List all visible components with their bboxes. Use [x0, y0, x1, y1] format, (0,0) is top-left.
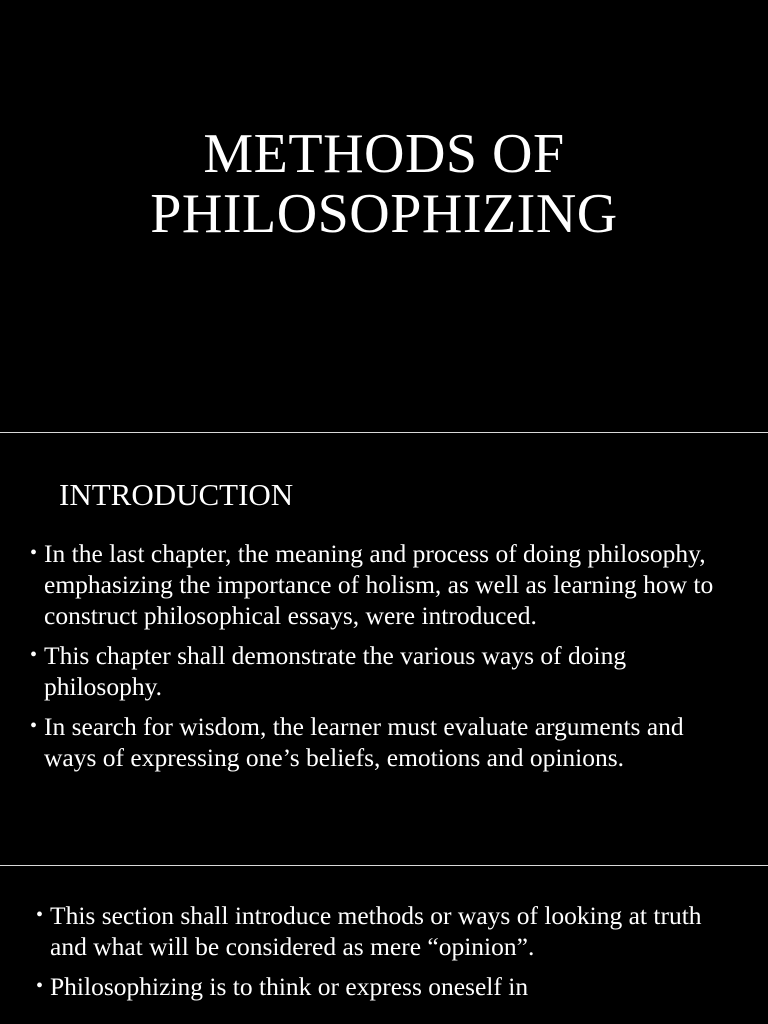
bullet-list: [36, 900, 726, 1011]
bullet-text: This chapter shall demonstrate the various ways of doing philosophy.: [44, 641, 627, 701]
bullet-item: [30, 538, 720, 631]
bullet-list: [30, 538, 720, 782]
bullet-text: In search for wisdom, the learner must evaluate arguments and ways of expressing one’s beliefs, emotions and opinions.: [44, 712, 684, 772]
bullet-text: In the last chapter, the meaning and process of doing philosophy, emphasizing the importance of holism, as well as learning how to construct philosophical essays, were introduced.: [44, 539, 714, 630]
title-line-1: METHODS OF: [203, 123, 565, 185]
bullet-item: [30, 640, 720, 702]
slide-title-heading: [0, 124, 768, 244]
bullet-item: [36, 900, 726, 962]
bullet-icon: •: [36, 904, 44, 926]
slide-title: [0, 0, 768, 432]
bullet-icon: •: [30, 715, 38, 737]
slide-methods: [0, 866, 768, 1024]
slide-introduction: [0, 433, 768, 865]
bullet-icon: •: [30, 644, 38, 666]
title-line-2: PHILOSOPHIZING: [150, 183, 618, 245]
slide-heading: INTRODUCTION: [59, 477, 294, 512]
bullet-text: Philosophizing is to think or express oneself in: [50, 972, 529, 1001]
bullet-item: [36, 971, 726, 1002]
bullet-icon: •: [30, 542, 38, 564]
bullet-icon: •: [36, 975, 44, 997]
bullet-item: [30, 711, 720, 773]
bullet-text: This section shall introduce methods or ways of looking at truth and what will be considered as mere “opinion”.: [50, 901, 702, 961]
